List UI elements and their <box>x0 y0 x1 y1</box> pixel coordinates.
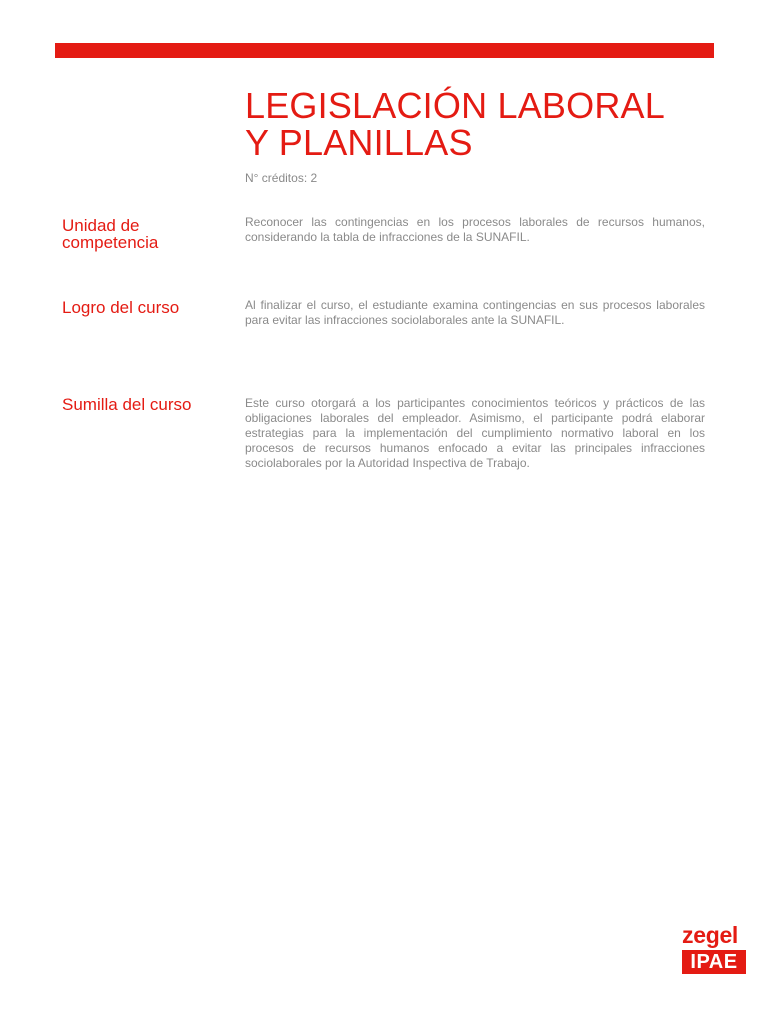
section-label-line-2: competencia <box>62 233 159 252</box>
page-title-line-2: Y PLANILLAS <box>245 122 473 163</box>
section-text-unidad-competencia: Reconocer las contingencias en los procesos laborales de recursos humanos, considerando la tabla de infracciones de la SUNAFIL. <box>245 215 705 244</box>
logo-sub-text: IPAE <box>682 950 746 974</box>
section-label-logro-curso: Logro del curso <box>62 298 180 317</box>
page-title-line-1: LEGISLACIÓN LABORAL <box>245 85 665 126</box>
page-title <box>245 87 725 161</box>
section-label-sumilla-curso: Sumilla del curso <box>62 395 192 414</box>
section-text-logro-curso: Al finalizar el curso, el estudiante examina contingencias en sus procesos laborales para evitar las infracciones sociolaborales ante la SUNAFIL. <box>245 298 705 327</box>
top-accent-bar <box>55 43 714 58</box>
zegel-ipae-logo <box>682 922 748 974</box>
logo-brand-text: zegel <box>682 922 739 948</box>
section-text-sumilla-curso: Este curso otorgará a los participantes conocimientos teóricos y prácticos de las obligaciones laborales del empleador. Asimismo, el participante podrá elaborar estrategias para la implementación del cumplimiento normativo laboral en los procesos de recursos humanos enfocado a evitar las principales infracciones sociolaborales por la Autoridad Inspectiva de Trabajo. <box>245 396 705 470</box>
credits-count: N° créditos: 2 <box>245 171 318 185</box>
section-label-unidad-competencia <box>62 217 232 251</box>
section-label-line-1: Unidad de <box>62 216 140 235</box>
